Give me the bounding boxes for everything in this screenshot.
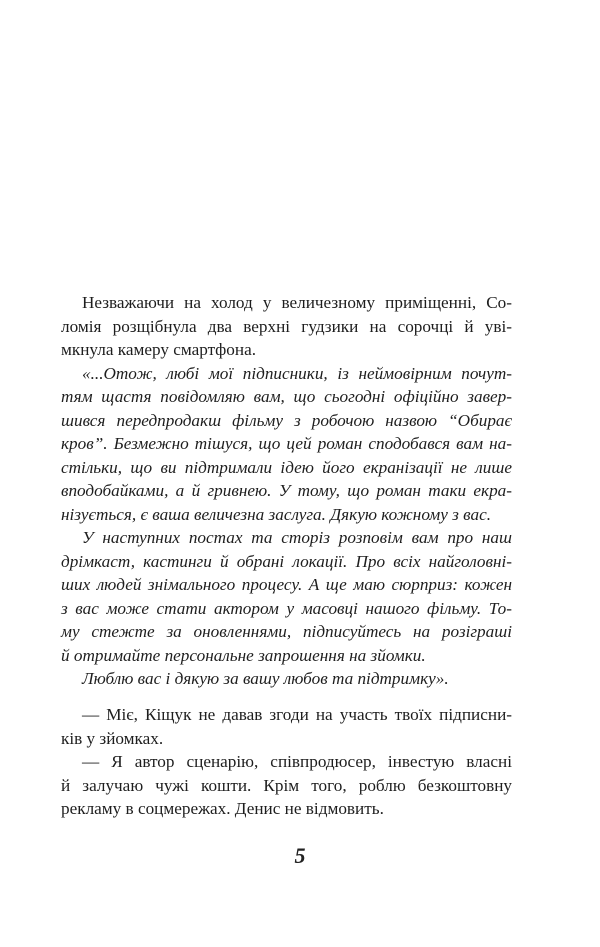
dialogue-paragraph bbox=[61, 703, 512, 750]
text-line: Люблю вас і дякую за вашу любов та підтримку». bbox=[82, 669, 449, 688]
social-post-paragraph bbox=[61, 362, 512, 527]
text-line: му стежте за оновленнями, підписуйтесь на розіграші bbox=[61, 622, 512, 641]
dialogue-block bbox=[61, 703, 512, 821]
text-line: У наступних постах та сторіз розповім вам про наш bbox=[82, 528, 512, 547]
text-line: тям щастя повідомляю вам, що сьогодні офіційно завер- bbox=[61, 387, 512, 406]
text-line: з вас може стати актором у масовці нашого фільму. То- bbox=[61, 598, 512, 618]
text-line: нізується, є ваша величезна заслуга. Дякую кожному з вас. bbox=[61, 504, 492, 524]
text-line: вподобайками, а й гривнею. У тому, що роман таки екра- bbox=[61, 481, 512, 500]
text-line: мкнула камеру смартфона. bbox=[61, 340, 256, 359]
narration-paragraph bbox=[61, 291, 512, 362]
page-number: 5 bbox=[294, 843, 306, 868]
text-line: рекламу в соцмережах. Денис не відмовить. bbox=[61, 799, 384, 818]
text-line: ків у зйомках. bbox=[61, 728, 164, 748]
text-line: ших людей знімального процесу. А ще маю сюрприз: кожен bbox=[61, 575, 512, 594]
dialogue-paragraph bbox=[61, 750, 512, 821]
social-post-paragraph bbox=[61, 667, 512, 691]
text-line: ломія розщібнула два верхні гудзики на сорочці й уві- bbox=[61, 316, 512, 336]
text-line: — Міє, Кіщук не давав згоди на участь твоїх підписни- bbox=[82, 705, 512, 724]
text-line: шився передпродакш фільму з робочою назвою “Обирає bbox=[61, 410, 512, 430]
text-line: Незважаючи на холод у величезному приміщенні, Со- bbox=[82, 293, 512, 312]
main-text-block bbox=[61, 291, 512, 691]
text-line: «...Отож, любі мої підписники, із неймовірним почут- bbox=[82, 363, 512, 383]
text-line: стільки, що ви підтримали ідею його екранізації не лише bbox=[61, 457, 512, 477]
text-line: й залучаю чужі кошти. Крім того, роблю безкоштовну bbox=[61, 775, 512, 795]
social-post-paragraph bbox=[61, 526, 512, 667]
text-line: кров”. Безмежно тішуся, що цей роман сподобався вам на- bbox=[61, 434, 512, 453]
text-line: й отримайте персональне запрошення на зйомки. bbox=[61, 645, 426, 665]
text-line: — Я автор сценарію, співпродюсер, інвестую власні bbox=[82, 752, 512, 771]
text-line: дрімкаст, кастинги й обрані локації. Про всіх найголовні- bbox=[61, 551, 512, 571]
